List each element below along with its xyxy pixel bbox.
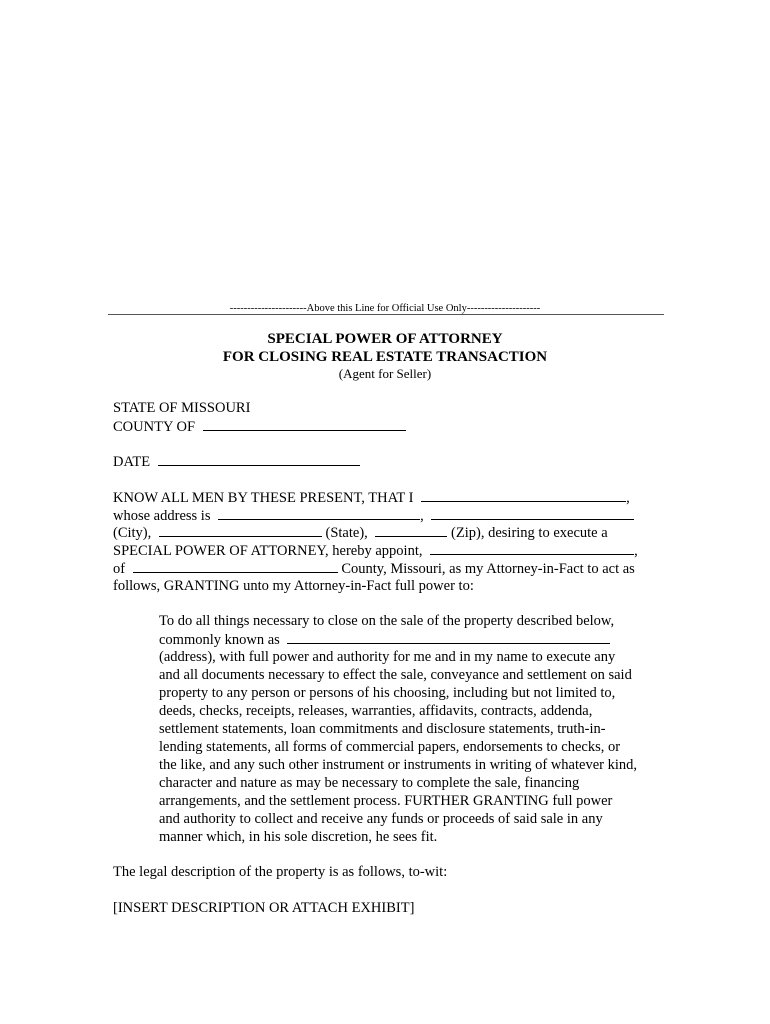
powers-line-11: arrangements, and the settlement process. FURTHER GRANTING full power (159, 793, 613, 809)
legal-description-intro: The legal description of the property is as follows, to-wit: (113, 864, 448, 880)
powers-line-4: and all documents necessary to effect the sale, conveyance and settlement on said (159, 667, 632, 683)
document-subtitle: (Agent for Seller) (338, 366, 432, 381)
city-label: (City), (113, 525, 152, 541)
intro-text-4: SPECIAL POWER OF ATTORNEY, hereby appoint, (113, 543, 423, 559)
attorney-name-blank[interactable] (430, 541, 634, 555)
intro-line-6: follows, GRANTING unto my Attorney-in-Fact full power to: (113, 578, 474, 594)
state-blank[interactable] (375, 523, 447, 537)
state-label: STATE OF MISSOURI (113, 400, 251, 416)
powers-line-9: the like, and any such other instrument or instruments in writing of whatever kind, (159, 757, 637, 773)
document-title: SPECIAL POWER OF ATTORNEY (267, 331, 503, 347)
powers-line-12: and authority to collect and receive any funds or proceeds of said sale in any (159, 811, 603, 827)
county-blank[interactable] (203, 417, 406, 431)
date-blank[interactable] (158, 452, 360, 466)
date-line (113, 452, 360, 471)
powers-line-1: To do all things necessary to close on the sale of the property described below, (159, 613, 615, 629)
date-label: DATE (113, 454, 151, 470)
commonly-known-label: commonly known as (159, 632, 280, 648)
powers-line-3: (address), with full power and authority for me and in my name to execute any (159, 649, 616, 665)
county-line (113, 417, 406, 436)
intro-comma-2: , (420, 508, 424, 524)
intro-line-1 (113, 488, 630, 507)
intro-comma-1: , (626, 490, 630, 506)
zip-label: (Zip), desiring to execute a (451, 525, 608, 541)
of-label: of (113, 561, 126, 577)
intro-text-1: KNOW ALL MEN BY THESE PRESENT, THAT I (113, 490, 414, 506)
insert-description-placeholder: [INSERT DESCRIPTION OR ATTACH EXHIBIT] (113, 900, 415, 916)
powers-line-13: manner which, in his sole discretion, he sees fit. (159, 829, 438, 845)
attorney-county-blank[interactable] (133, 559, 338, 573)
grantor-name-blank[interactable] (421, 488, 626, 502)
document-title-line2: FOR CLOSING REAL ESTATE TRANSACTION (222, 349, 548, 365)
address-blank-2[interactable] (431, 506, 634, 520)
address-blank[interactable] (218, 506, 420, 520)
powers-line-10: character and nature as may be necessary to complete the sale, financing (159, 775, 580, 791)
official-use-line: ----------------------Above this Line for Official Use Only--------------------- (229, 303, 541, 314)
powers-line-7: settlement statements, loan commitments and disclosure statements, truth-in- (159, 721, 606, 737)
intro-line-4 (113, 541, 638, 560)
intro-line-5 (113, 559, 635, 578)
powers-line-8: lending statements, all forms of commercial papers, endorsements to checks, or (159, 739, 621, 755)
powers-line-5: property to any person or persons of his choosing, including but not limited to, (159, 685, 616, 701)
county-label: COUNTY OF (113, 419, 196, 435)
intro-text-2: whose address is (113, 508, 211, 524)
intro-comma-4: , (634, 543, 638, 559)
city-blank[interactable] (159, 523, 322, 537)
intro-line-3 (113, 523, 608, 542)
property-address-blank[interactable] (287, 630, 610, 644)
official-use-divider (108, 314, 664, 315)
state-field-label: (State), (325, 525, 368, 541)
intro-text-5: County, Missouri, as my Attorney-in-Fact to act as (341, 561, 635, 577)
powers-line-6: deeds, checks, receipts, releases, warranties, affidavits, contracts, addenda, (159, 703, 593, 719)
powers-line-2 (159, 630, 610, 649)
